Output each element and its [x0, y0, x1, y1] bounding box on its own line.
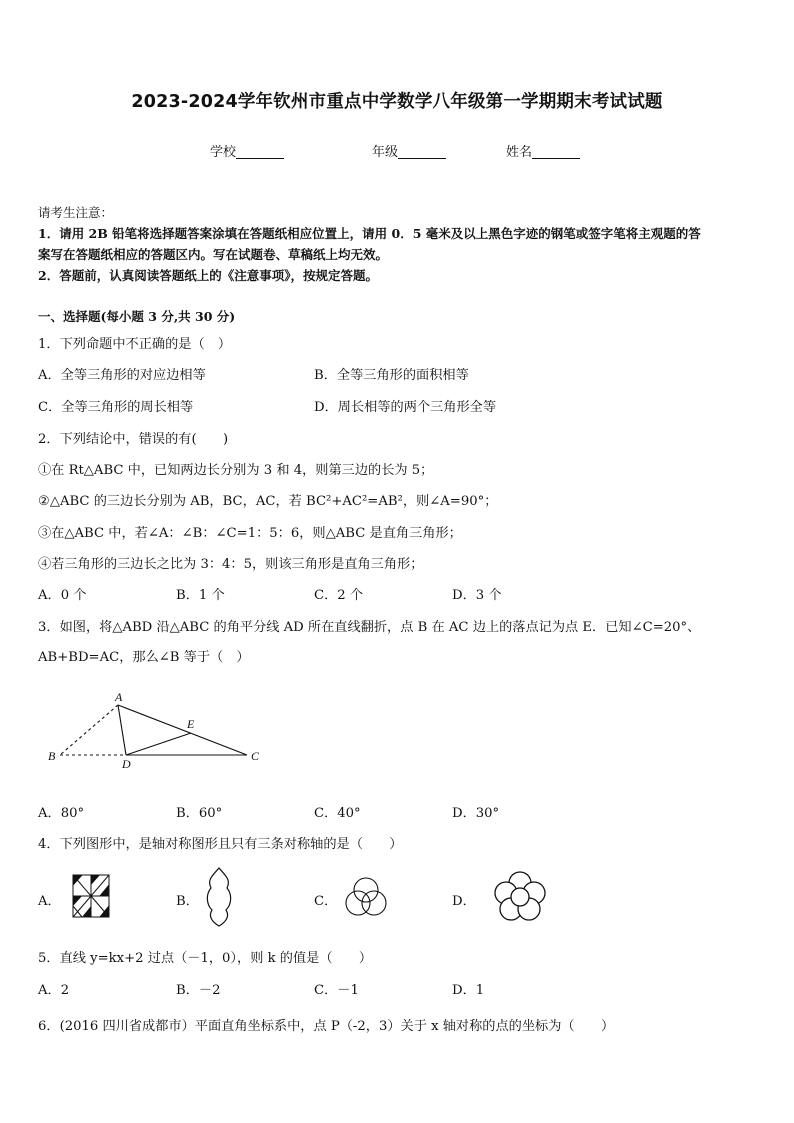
- q2-statement-4: ④若三角形的三边长之比为 3：4：5，则该三角形是直角三角形；: [38, 557, 424, 572]
- segment-ab: [60, 705, 118, 755]
- q4-stem: 4．下列图形中，是轴对称图形且只有三条对称轴的是（ ）: [38, 837, 403, 852]
- label-a: A: [115, 690, 123, 704]
- q6-stem: 6．(2016 四川省成都市）平面直角坐标系中，点 P（-2，3）关于 x 轴对称的点的坐标为（ ）: [38, 1019, 615, 1034]
- section-heading: 一、选择题(每小题 3 分,共 30 分): [38, 309, 236, 324]
- school-field[interactable]: [210, 141, 284, 160]
- grade-field[interactable]: [372, 141, 446, 160]
- segment-ad: [118, 705, 126, 755]
- q1-choice-b[interactable]: B．全等三角形的面积相等: [314, 368, 469, 383]
- label-b: B: [48, 749, 56, 763]
- name-label: 姓名: [506, 145, 533, 160]
- segment-de: [126, 733, 191, 755]
- q2-statement-2: ②△ABC 的三边长分别为 AB，BC，AC，若 BC²+AC²=AB²，则∠A=90°；: [38, 494, 498, 509]
- segment-ac: [118, 705, 247, 755]
- name-blank[interactable]: [532, 144, 580, 159]
- q2-choice-c[interactable]: C．2 个: [314, 588, 364, 603]
- q1-choice-d[interactable]: D．周长相等的两个三角形全等: [314, 400, 497, 415]
- q4-choice-c[interactable]: C．: [314, 894, 338, 909]
- school-blank[interactable]: [236, 144, 284, 159]
- q2-stem: 2．下列结论中，错误的有( ): [38, 432, 229, 447]
- q1-choice-c[interactable]: C．全等三角形的周长相等: [38, 400, 194, 415]
- q3-choice-a[interactable]: A．80°: [38, 806, 85, 821]
- q3-stem-line2: AB+BD=AC，那么∠B 等于（ ）: [38, 650, 250, 665]
- grade-label: 年级: [372, 145, 399, 160]
- notice-item2: 2．答题前，认真阅读答题纸上的《注意事项》，按规定答题。: [38, 268, 378, 283]
- q5-choice-d[interactable]: D．1: [452, 983, 485, 998]
- q3-triangle-figure: [40, 688, 270, 773]
- label-e: E: [187, 717, 195, 731]
- q1-choice-a[interactable]: A．全等三角形的对应边相等: [38, 368, 206, 383]
- q5-stem: 5．直线 y=kx+2 过点（－1，0），则 k 的值是（ ）: [38, 951, 373, 966]
- notice-heading: 请考生注意：: [38, 205, 114, 220]
- q2-choice-b[interactable]: B．1 个: [176, 588, 225, 603]
- label-c: C: [251, 749, 260, 763]
- grade-blank[interactable]: [398, 144, 446, 159]
- q3-stem-line1: 3．如图，将△ABD 沿△ABC 的角平分线 AD 所在直线翻折，点 B 在 AC 边上的落点记为点 E．已知∠C=20°、: [38, 620, 701, 635]
- school-label: 学校: [210, 145, 237, 160]
- label-d: D: [122, 757, 131, 771]
- notice-item1-line1: 1．请用 2B 铅笔将选择题答案涂填在答题纸相应位置上，请用 0．5 毫米及以上黑色字迹的钢笔或签字笔将主观题的答: [38, 226, 701, 241]
- q5-choice-a[interactable]: A．2: [38, 983, 70, 998]
- five-petal-flower-figure: [492, 870, 548, 924]
- q5-choice-b[interactable]: B．－2: [176, 983, 221, 998]
- name-field[interactable]: [506, 141, 580, 160]
- q4-choice-a[interactable]: A．: [38, 894, 61, 909]
- q3-choice-b[interactable]: B．60°: [176, 806, 223, 821]
- q2-statement-1: ①在 Rt△ABC 中，已知两边长分别为 3 和 4，则第三边的长为 5；: [38, 463, 434, 478]
- q2-choice-a[interactable]: A．0 个: [38, 588, 87, 603]
- q3-choice-c[interactable]: C．40°: [314, 806, 361, 821]
- triquetra-figure: [342, 874, 390, 920]
- vase-outline-figure: [204, 866, 234, 928]
- exam-title: 2023-2024学年钦州市重点中学数学八年级第一学期期末考试试题: [131, 92, 663, 112]
- q3-choice-d[interactable]: D．30°: [452, 806, 500, 821]
- q2-statement-3: ③在△ABC 中，若∠A：∠B：∠C=1：5：6，则△ABC 是直角三角形；: [38, 526, 462, 541]
- q2-choice-d[interactable]: D．3 个: [452, 588, 502, 603]
- notice-item1-line2: 案写在答题纸相应的答题区内。写在试题卷、草稿纸上均无效。: [38, 247, 389, 262]
- q4-choice-d[interactable]: D．: [452, 894, 476, 909]
- q1-stem: 1．下列命题中不正确的是（ ）: [38, 337, 232, 352]
- q4-choice-b[interactable]: B．: [176, 894, 199, 909]
- q5-choice-c[interactable]: C．－1: [314, 983, 359, 998]
- pinwheel-tile-figure: [72, 874, 112, 920]
